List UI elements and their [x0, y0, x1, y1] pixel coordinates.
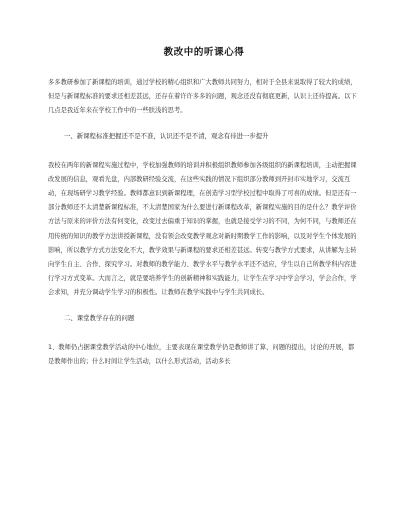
intro-paragraph: 多多教研参加了新课程的培训，通过学校的精心组织和广大教师共同努力，相对于全县来说取得了较大的成绩，但是与新课程标准的要求还相差甚远，还存在着许许多多的问题，观念还没有彻底更新，认识上还待提高。以下几点是我近年来在学校工作中的一些肤浅的思考。: [48, 79, 357, 115]
section-1-body: 我校在两年的新课程实施过程中，学校加强教师的培训并积极组织教师参加各级组织的新课程培训，主动把握课改发展的信息，观看光盘，内部教研经验交流，在这些实践的情况下组织部分教师到开封市实地学习，交流互动，在现场研学习教学经验。教师都意识到新课程理，在创造学习型学校过程中取得了可喜的成绩。但是还有一部分教师还不太清楚新课程标准，不太清楚国家为什么要进行新课程改革，新课程实施的目的是什么？教学评价方法与原来的评价方法有何变化，改变过去偏重于知识的掌握，也就是接受学习的不同，为何不同，与教师还在用传统的知识的教学方法讲授新课程，没有领会改变教学观念对新时期教学工作的影响，以及对学生个体发展的影响，所以教学方式方法变化不大，教学效果与新课程的要求还相差甚远。转变与教学方式要求，从讲解为主转向学生自主、合作、探究学习。对教师的教学能力、教学水平与教学水平还不适应，学生以自己所教学科内容进行学习方式变革。大而言之，就是要培养学生的创新精神和实践能力，让学生在学习中学会学习，学会合作，学会求知，并充分调动学生学习的积极性。让教师在教学实践中与学生共同成长。: [48, 161, 357, 297]
document-title: 教改中的听课心得: [163, 47, 245, 58]
section-2-body: 1、教师仍占据课堂教学活动的中心地位，主要表现在课堂教学仍是教师讲了算，问题的提出，讨论的开展，都是教师作出的；什么时间让学生活动，以什么形式活动，活动多长: [48, 343, 355, 365]
spacer: [48, 301, 360, 311]
spacer: [48, 119, 360, 129]
section-2-heading: 二、课堂教学存在的问题: [64, 313, 135, 322]
spacer: [48, 143, 360, 159]
section-1-heading: 一、新课程标准把握还不是不准，认识还不是不清，观念有待进一步提升: [64, 131, 269, 140]
spacer: [48, 325, 360, 341]
